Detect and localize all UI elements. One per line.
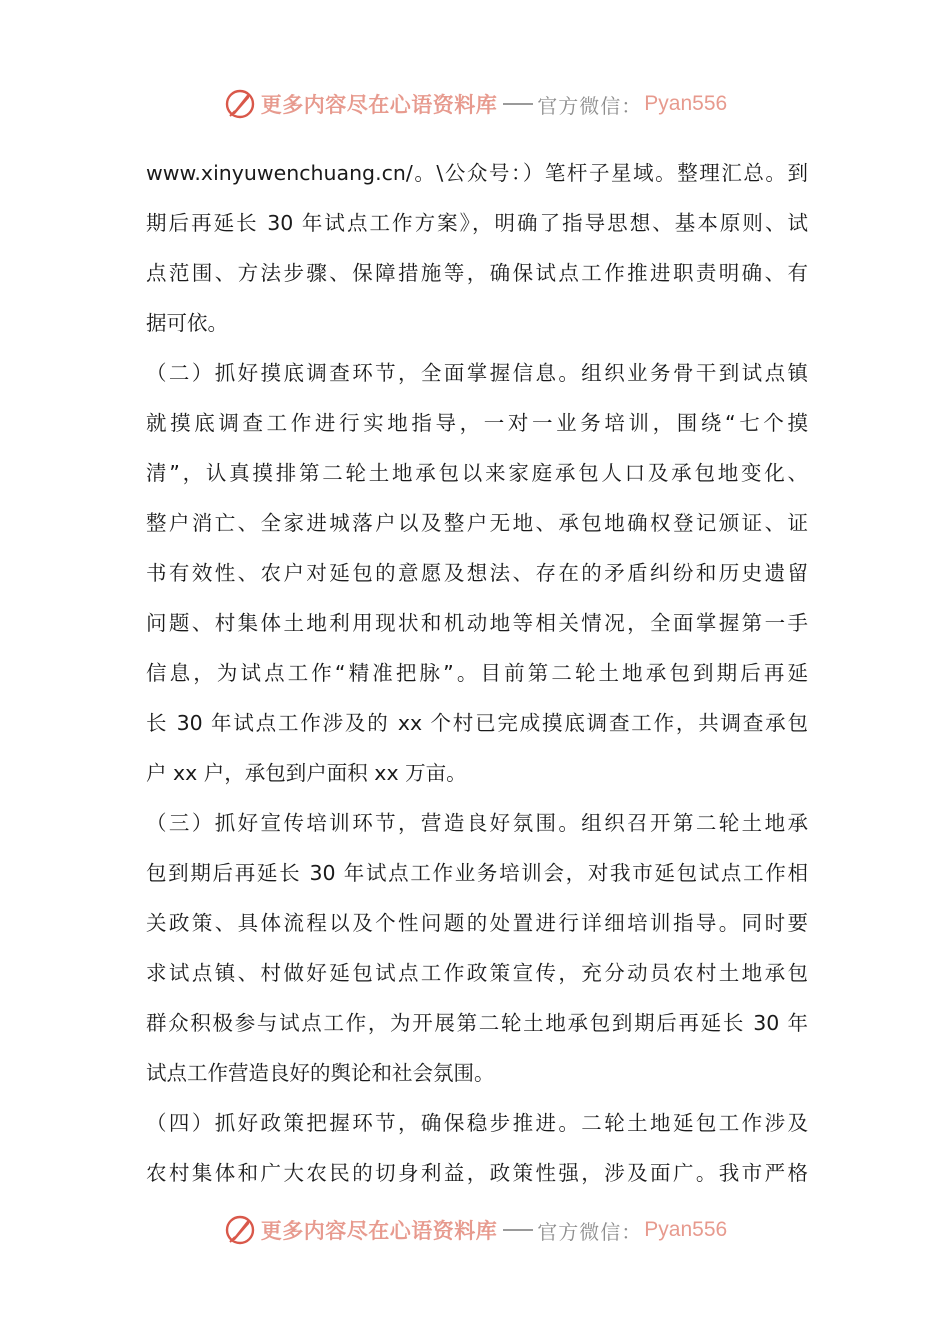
text-line: 农村集体和广大农民的切身利益，政策性强，涉及面广。我市严格	[146, 1161, 808, 1185]
separator-dash	[503, 1229, 533, 1231]
text-line: 关政策、具体流程以及个性问题的处置进行详细培训指导。同时要	[146, 911, 808, 935]
text-line: 问题、村集体土地利用现状和机动地等相关情况，全面掌握第一手	[146, 611, 808, 635]
quill-pen-icon	[223, 1213, 257, 1247]
text-line: （二）抓好摸底调查环节，全面掌握信息。组织业务骨干到试点镇	[146, 361, 808, 385]
footer-watermark	[0, 1208, 950, 1252]
wechat-id: Pyan556	[644, 1218, 728, 1241]
text-line: 信息，为试点工作“精准把脉”。目前第二轮土地承包到期后再延	[146, 661, 808, 685]
text-line: 据可依。	[146, 311, 228, 335]
text-line: （三）抓好宣传培训环节，营造良好氛围。组织召开第二轮土地承	[146, 811, 808, 835]
text-line: 就摸底调查工作进行实地指导，一对一业务培训，围绕“七个摸	[146, 411, 808, 435]
text-line: www.xinyuwenchuang.cn/。\公众号：）笔杆子星域。整理汇总。到	[146, 161, 808, 185]
text-line: 点范围、方法步骤、保障措施等，确保试点工作推进职责明确、有	[146, 261, 808, 285]
text-line: （四）抓好政策把握环节，确保稳步推进。二轮土地延包工作涉及	[146, 1111, 808, 1135]
text-line: 求试点镇、村做好延包试点工作政策宣传，充分动员农村土地承包	[146, 961, 808, 985]
text-line: 户 xx 户，承包到户面积 xx 万亩。	[146, 761, 467, 785]
quill-pen-icon	[223, 87, 257, 121]
text-line: 期后再延长 30 年试点工作方案》，明确了指导思想、基本原则、试	[146, 211, 808, 235]
header-watermark	[0, 82, 950, 126]
text-line: 群众积极参与试点工作，为开展第二轮土地承包到期后再延长 30 年	[146, 1011, 808, 1035]
text-line: 包到期后再延长 30 年试点工作业务培训会，对我市延包试点工作相	[146, 861, 808, 885]
text-line: 书有效性、农户对延包的意愿及想法、存在的矛盾纠纷和历史遗留	[146, 561, 808, 585]
text-line: 长 30 年试点工作涉及的 xx 个村已完成摸底调查工作，共调查承包	[146, 711, 808, 735]
official-label: 官方微信：	[537, 93, 643, 118]
text-line: 整户消亡、全家进城落户以及整户无地、承包地确权登记颁证、证	[146, 511, 808, 535]
site-name: 更多内容尽在心语资料库	[260, 1218, 498, 1243]
official-label: 官方微信：	[537, 1219, 643, 1244]
text-line: 清”，认真摸排第二轮土地承包以来家庭承包人口及承包地变化、	[146, 461, 808, 485]
text-line: 试点工作营造良好的舆论和社会氛围。	[146, 1061, 495, 1085]
separator-dash	[503, 103, 533, 105]
wechat-id: Pyan556	[644, 92, 728, 115]
document-body	[146, 148, 808, 1198]
site-name: 更多内容尽在心语资料库	[260, 92, 498, 117]
